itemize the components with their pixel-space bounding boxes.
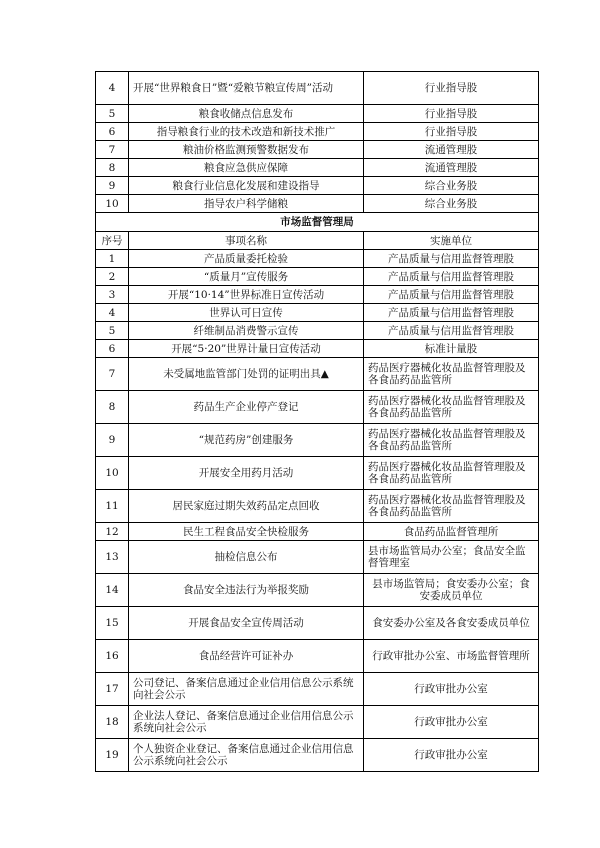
table-row: [96, 607, 539, 640]
table-row: [96, 424, 539, 457]
row-number: 18: [96, 706, 129, 739]
item-name: 未受属地监管部门处罚的证明出具▲: [129, 358, 364, 391]
item-name: 开展“10·14”世界标准日宣传活动: [129, 286, 364, 304]
row-number: 10: [96, 457, 129, 490]
item-name: 指导农户科学储粮: [129, 195, 364, 213]
row-number: 11: [96, 490, 129, 523]
item-name: 开展安全用药月活动: [129, 457, 364, 490]
item-name: 开展“世界粮食日”暨“爱粮节粮宣传周”活动: [129, 72, 364, 105]
row-number: 7: [96, 141, 129, 159]
implementing-unit: 行政审批办公室: [364, 739, 539, 772]
item-name: 产品质量委托检验: [129, 250, 364, 268]
item-name: “规范药房”创建服务: [129, 424, 364, 457]
implementing-unit: 综合业务股: [364, 177, 539, 195]
implementing-unit: 行业指导股: [364, 72, 539, 105]
implementing-unit: 产品质量与信用监督管理股: [364, 322, 539, 340]
table-row: [96, 457, 539, 490]
item-name: 药品生产企业停产登记: [129, 391, 364, 424]
row-number: 8: [96, 159, 129, 177]
row-number: 10: [96, 195, 129, 213]
row-number: 15: [96, 607, 129, 640]
table-row: [96, 72, 539, 105]
item-name: 粮食收储点信息发布: [129, 105, 364, 123]
item-name: 世界认可日宣传: [129, 304, 364, 322]
table-row: [96, 286, 539, 304]
header-row: [96, 232, 539, 250]
item-name: 抽检信息公布: [129, 541, 364, 574]
item-name: 纤维制品消费警示宣传: [129, 322, 364, 340]
item-name: 食品安全违法行为举报奖励: [129, 574, 364, 607]
row-number: 5: [96, 322, 129, 340]
item-name: 粮油价格监测预警数据发布: [129, 141, 364, 159]
row-number: 9: [96, 424, 129, 457]
implementing-unit: 药品医疗器械化妆品监督管理股及各食品药品监管所: [364, 457, 539, 490]
implementing-unit: 综合业务股: [364, 195, 539, 213]
row-number: 17: [96, 673, 129, 706]
table-row: [96, 574, 539, 607]
table-row: [96, 490, 539, 523]
row-number: 9: [96, 177, 129, 195]
section-row: [96, 213, 539, 232]
table-row: [96, 358, 539, 391]
implementing-unit: 药品医疗器械化妆品监督管理股及各食品药品监管所: [364, 358, 539, 391]
implementing-unit: 县市场监管局；食安委办公室；食安委成员单位: [364, 574, 539, 607]
implementing-unit: 标准计量股: [364, 340, 539, 358]
implementing-unit: 产品质量与信用监督管理股: [364, 268, 539, 286]
implementing-unit: 产品质量与信用监督管理股: [364, 286, 539, 304]
item-name: 食品经营许可证补办: [129, 640, 364, 673]
row-number: 2: [96, 268, 129, 286]
row-number: 6: [96, 123, 129, 141]
row-number: 8: [96, 391, 129, 424]
implementing-unit: 食安委办公室及各食安委成员单位: [364, 607, 539, 640]
row-number: 3: [96, 286, 129, 304]
item-name: 开展“5·20”世界计量日宣传活动: [129, 340, 364, 358]
table-row: [96, 391, 539, 424]
table-row: [96, 706, 539, 739]
row-number: 6: [96, 340, 129, 358]
implementing-unit: 行政审批办公室: [364, 706, 539, 739]
implementing-unit: 产品质量与信用监督管理股: [364, 250, 539, 268]
item-name: 公司登记、备案信息通过企业信用信息公示系统向社会公示: [129, 673, 364, 706]
row-number: 5: [96, 105, 129, 123]
header-unit: 实施单位: [364, 232, 539, 250]
item-name: 粮食行业信息化发展和建设指导: [129, 177, 364, 195]
item-name: 民生工程食品安全快检服务: [129, 523, 364, 541]
row-number: 1: [96, 250, 129, 268]
implementing-unit: 流通管理股: [364, 141, 539, 159]
table-row: [96, 250, 539, 268]
table-row: [96, 304, 539, 322]
table-row: [96, 640, 539, 673]
table-row: [96, 322, 539, 340]
implementing-unit: 药品医疗器械化妆品监督管理股及各食品药品监管所: [364, 424, 539, 457]
table-row: [96, 673, 539, 706]
implementing-unit: 食品药品监督管理所: [364, 523, 539, 541]
row-number: 4: [96, 72, 129, 105]
implementing-unit: 行政审批办公室: [364, 673, 539, 706]
implementing-unit: 行业指导股: [364, 123, 539, 141]
item-name: “质量月”宣传服务: [129, 268, 364, 286]
header-item: 事项名称: [129, 232, 364, 250]
table-row: [96, 268, 539, 286]
item-name: 企业法人登记、备案信息通过企业信用信息公示系统向社会公示: [129, 706, 364, 739]
item-name: 开展食品安全宣传周活动: [129, 607, 364, 640]
implementing-unit: 产品质量与信用监督管理股: [364, 304, 539, 322]
header-number: 序号: [96, 232, 129, 250]
table-row: [96, 523, 539, 541]
table-row: [96, 195, 539, 213]
table-row: [96, 739, 539, 772]
row-number: 19: [96, 739, 129, 772]
table-row: [96, 159, 539, 177]
row-number: 4: [96, 304, 129, 322]
implementing-unit: 药品医疗器械化妆品监督管理股及各食品药品监管所: [364, 490, 539, 523]
table-row: [96, 123, 539, 141]
item-name: 个人独资企业登记、备案信息通过企业信用信息公示系统向社会公示: [129, 739, 364, 772]
table-row: [96, 340, 539, 358]
row-number: 14: [96, 574, 129, 607]
item-name: 粮食应急供应保障: [129, 159, 364, 177]
table-row: [96, 141, 539, 159]
implementing-unit: 药品医疗器械化妆品监督管理股及各食品药品监管所: [364, 391, 539, 424]
table-row: [96, 177, 539, 195]
table-row: [96, 105, 539, 123]
row-number: 12: [96, 523, 129, 541]
services-table: [95, 71, 539, 772]
table-row: [96, 541, 539, 574]
item-name: 居民家庭过期失效药品定点回收: [129, 490, 364, 523]
implementing-unit: 流通管理股: [364, 159, 539, 177]
implementing-unit: 行业指导股: [364, 105, 539, 123]
row-number: 13: [96, 541, 129, 574]
implementing-unit: 县市场监管局办公室；食品安全监督管理室: [364, 541, 539, 574]
row-number: 16: [96, 640, 129, 673]
section-title: 市场监督管理局: [96, 213, 539, 232]
item-name: 指导粮食行业的技术改造和新技术推广: [129, 123, 364, 141]
implementing-unit: 行政审批办公室、市场监督管理所: [364, 640, 539, 673]
row-number: 7: [96, 358, 129, 391]
